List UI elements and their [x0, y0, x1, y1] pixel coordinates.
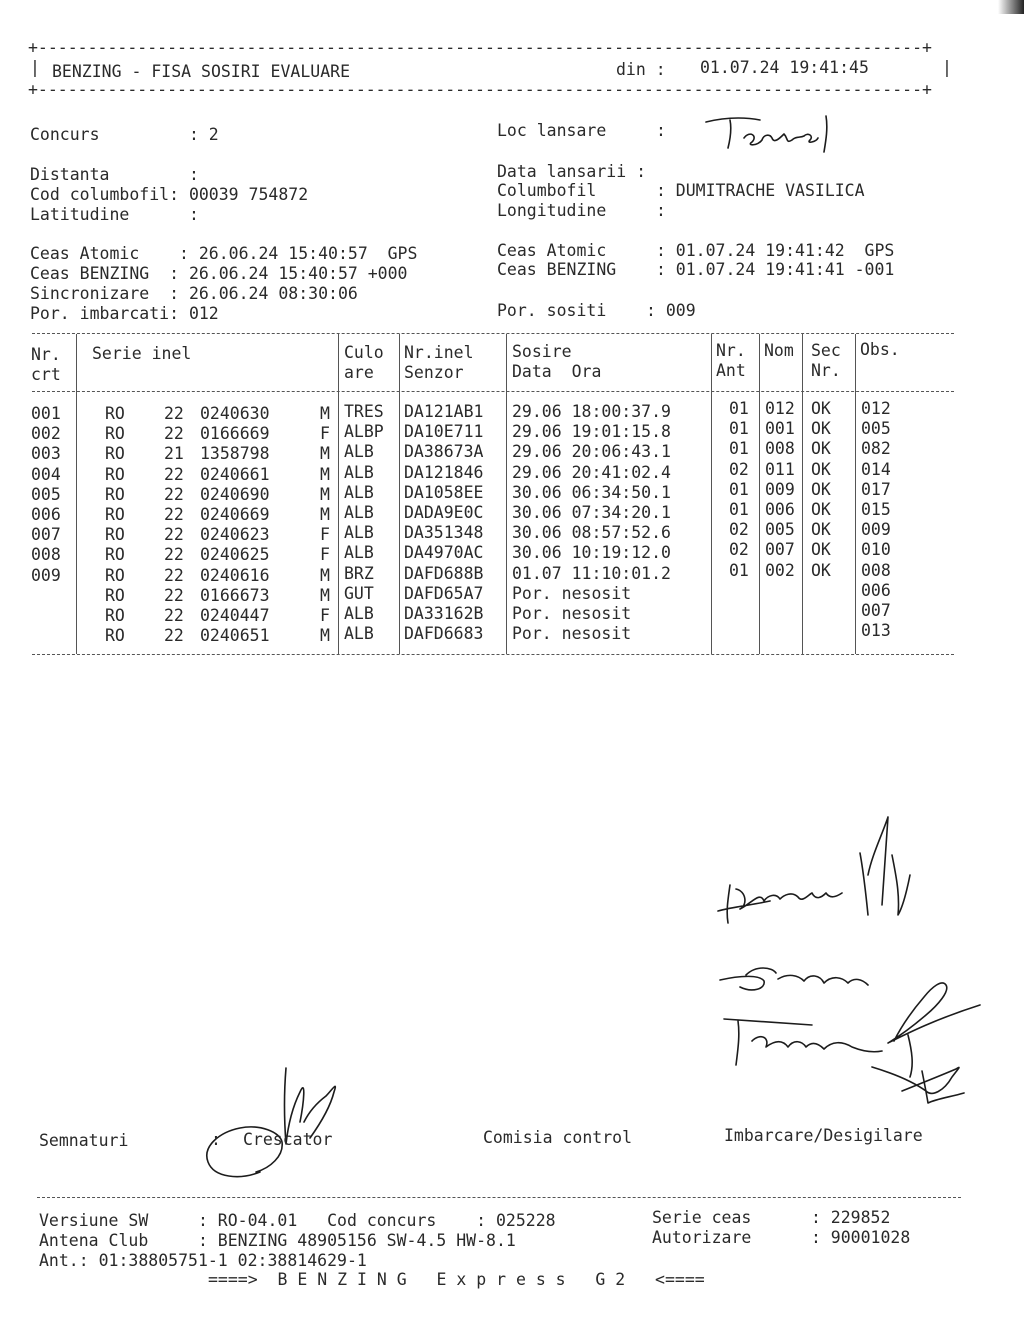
col-divider [399, 334, 400, 654]
row-sosire: Por. nesosit [512, 583, 632, 603]
imbarcare-desigilare-label: Imbarcare/Desigilare [724, 1126, 923, 1145]
benzing-express-brand: ====> B E N Z I N G E x p r e s s G 2 <==== [208, 1270, 705, 1289]
col-header-nom: Nom [764, 341, 794, 360]
row-sec: OK [811, 459, 831, 479]
row-senzor: DA4970AC [404, 543, 484, 563]
por-sositi-line: Por. sositi : 009 [497, 301, 696, 320]
row-nom: 006 [765, 500, 795, 519]
concurs-line: Concurs : 2 [30, 125, 219, 144]
row-ant: 01 [729, 500, 749, 519]
row-an: 22 [164, 505, 184, 524]
row-inel: 0240669 [200, 505, 270, 524]
col-header-sec-2: Nr. [811, 361, 841, 380]
row-ant: 01 [729, 560, 749, 580]
row-crt: 003 [31, 444, 61, 464]
semnaturi-label: Semnaturi [39, 1131, 129, 1150]
row-sex: M [320, 626, 330, 646]
row-sex: F [320, 424, 330, 444]
row-obs: 013 [861, 621, 891, 641]
serie-ceas-line: Serie ceas : 229852 [652, 1208, 891, 1227]
table-top-rule [32, 333, 954, 334]
row-sosire: 29.06 18:00:37.9 [512, 402, 671, 421]
row-sosire: 29.06 20:06:43.1 [512, 442, 671, 462]
row-culoare: ALB [344, 604, 374, 623]
row-sec: OK [811, 479, 831, 499]
row-nom: 005 [765, 520, 795, 540]
row-obs: 005 [861, 419, 891, 439]
row-obs: 017 [861, 479, 891, 499]
row-obs: 008 [861, 560, 891, 580]
ant-line: Ant.: 01:38805751-1 02:38814629-1 [39, 1251, 367, 1270]
row-tara: RO [105, 404, 125, 423]
row-sosire: Por. nesosit [512, 604, 632, 623]
comisia-control-label: Comisia control [483, 1128, 633, 1147]
table-bottom-rule [32, 654, 954, 655]
row-culoare: ALB [344, 523, 374, 543]
row-inel: 0166669 [200, 424, 270, 444]
autorizare-line: Autorizare : 90001028 [652, 1228, 911, 1247]
row-crt: 006 [31, 505, 61, 524]
row-crt: 002 [31, 424, 61, 444]
row-inel: 0240661 [200, 464, 270, 484]
col-header-ant-2: Ant [716, 361, 746, 380]
row-obs: 010 [861, 540, 891, 560]
row-senzor: DA33162B [404, 604, 484, 623]
row-sosire: 01.07 11:10:01.2 [512, 563, 671, 583]
commission-signatures [712, 815, 992, 1115]
row-ant: 01 [729, 439, 749, 459]
row-sec: OK [811, 520, 831, 540]
row-culoare: ALBP [344, 422, 384, 442]
row-an: 21 [164, 444, 184, 464]
col-divider [506, 334, 507, 654]
row-senzor: DA38673A [404, 442, 484, 462]
row-obs: 082 [861, 439, 891, 459]
versiune-line: Versiune SW : RO-04.01 Cod concurs : 025228 [39, 1211, 556, 1230]
columbofil-line: Columbofil : DUMITRACHE VASILICA [497, 181, 865, 200]
col-header-sec-1: Sec [811, 341, 841, 360]
row-nom: 011 [765, 459, 795, 479]
row-an: 22 [164, 606, 184, 625]
page-title: BENZING - FISA SOSIRI EVALUARE [52, 62, 351, 81]
row-sec: OK [811, 500, 831, 519]
row-ant: 01 [729, 479, 749, 499]
row-sec: OK [811, 399, 831, 418]
row-sex: M [320, 565, 330, 585]
row-obs: 009 [861, 520, 891, 540]
row-tara: RO [105, 525, 125, 545]
col-divider [802, 334, 803, 654]
col-header-ant-1: Nr. [716, 341, 746, 360]
row-nom: 008 [765, 439, 795, 459]
footer-rule [37, 1197, 961, 1198]
row-tara: RO [105, 444, 125, 464]
header-right-bar: | [942, 58, 952, 77]
row-nom: 001 [765, 419, 795, 439]
row-tara: RO [105, 545, 125, 565]
row-culoare: ALB [344, 482, 374, 502]
row-tara: RO [105, 565, 125, 585]
row-senzor: DAFD65A7 [404, 583, 484, 603]
data-lansarii-line: Data lansarii : [497, 162, 647, 181]
row-senzor: DA1058EE [404, 482, 484, 502]
ceas-benzing-end: Ceas BENZING : 01.07.24 19:41:41 -001 [497, 260, 895, 279]
crescator-signature [200, 1062, 350, 1187]
row-sex: M [320, 484, 330, 504]
scan-edge-shadow [998, 0, 1024, 14]
row-an: 22 [164, 545, 184, 565]
col-header-culoare-2: are [344, 363, 374, 382]
row-tara: RO [105, 484, 125, 504]
row-inel: 0240630 [200, 404, 270, 423]
row-ant: 02 [729, 459, 749, 479]
antena-club-line: Antena Club : BENZING 48905156 SW-4.5 HW-8.1 [39, 1231, 516, 1250]
col-header-sosire-2: Data Ora [512, 362, 602, 381]
row-culoare: TRES [344, 402, 384, 421]
row-an: 22 [164, 565, 184, 585]
row-sex: F [320, 525, 330, 545]
row-nom: 007 [765, 540, 795, 560]
row-inel: 1358798 [200, 444, 270, 464]
col-divider [76, 334, 77, 654]
row-sosire: 29.06 20:41:02.4 [512, 462, 671, 482]
row-crt: 001 [31, 404, 61, 423]
row-obs: 007 [861, 601, 891, 620]
row-sex: M [320, 585, 330, 605]
row-crt: 007 [31, 525, 61, 545]
row-an: 22 [164, 424, 184, 444]
col-header-nrinel-2: Senzor [404, 363, 464, 382]
col-header-nrinel-1: Nr.inel [404, 343, 474, 362]
row-sec: OK [811, 560, 831, 580]
row-sosire: 29.06 19:01:15.8 [512, 422, 671, 442]
row-ant: 02 [729, 540, 749, 560]
row-tara: RO [105, 626, 125, 646]
row-sex: M [320, 404, 330, 423]
row-an: 22 [164, 626, 184, 646]
ceas-atomic-end: Ceas Atomic : 01.07.24 19:41:42 GPS [497, 241, 895, 260]
row-crt: 005 [31, 484, 61, 504]
din-label: din : [616, 60, 666, 79]
col-divider [855, 334, 856, 654]
col-header-culoare-1: Culo [344, 343, 384, 362]
row-tara: RO [105, 585, 125, 605]
row-sosire: 30.06 07:34:20.1 [512, 503, 671, 522]
row-crt: 009 [31, 565, 61, 585]
row-inel: 0240625 [200, 545, 270, 565]
row-senzor: DAFD688B [404, 563, 484, 583]
col-header-obs: Obs. [860, 340, 900, 359]
row-inel: 0240447 [200, 606, 270, 625]
row-sosire: Por. nesosit [512, 624, 632, 644]
loc-lansare-line: Loc lansare : [497, 121, 666, 140]
distanta-line: Distanta : [30, 165, 199, 184]
sincronizare-line: Sincronizare : 26.06.24 08:30:06 [30, 284, 358, 303]
row-culoare: ALB [344, 503, 374, 522]
latitudine-line: Latitudine : [30, 205, 199, 224]
row-culoare: ALB [344, 543, 374, 563]
header-left-bar: | [30, 58, 40, 77]
row-sosire: 30.06 06:34:50.1 [512, 482, 671, 502]
semnaturi-colon: : [211, 1130, 221, 1149]
row-sec: OK [811, 419, 831, 439]
row-inel: 0166673 [200, 585, 270, 605]
row-culoare: BRZ [344, 563, 374, 583]
header-bottom-border: +-----------------------------------------------------------------------------------------+ [28, 80, 932, 99]
row-obs: 012 [861, 399, 891, 418]
row-culoare: GUT [344, 583, 374, 603]
col-header-sosire-1: Sosire [512, 342, 572, 361]
row-inel: 0240690 [200, 484, 270, 504]
cod-columbofil-line: Cod columbofil: 00039 754872 [30, 185, 309, 204]
col-header-serie: Serie inel [92, 344, 192, 363]
row-senzor: DA121846 [404, 462, 484, 482]
row-an: 22 [164, 525, 184, 545]
row-sex: M [320, 444, 330, 464]
row-senzor: DA121AB1 [404, 402, 484, 421]
row-senzor: DADA9E0C [404, 503, 484, 522]
longitudine-line: Longitudine : [497, 201, 666, 220]
header-top-border: +-----------------------------------------------------------------------------------------+ [28, 38, 932, 57]
row-nom: 012 [765, 399, 795, 418]
row-ant: 01 [729, 399, 749, 418]
row-tara: RO [105, 424, 125, 444]
row-sec: OK [811, 439, 831, 459]
row-nom: 009 [765, 479, 795, 499]
row-inel: 0240616 [200, 565, 270, 585]
row-crt: 008 [31, 545, 61, 565]
ceas-benzing-start: Ceas BENZING : 26.06.24 15:40:57 +000 [30, 264, 408, 283]
row-sex: M [320, 505, 330, 524]
row-ant: 01 [729, 419, 749, 439]
row-obs: 006 [861, 580, 891, 600]
row-culoare: ALB [344, 462, 374, 482]
row-culoare: ALB [344, 442, 374, 462]
row-obs: 014 [861, 459, 891, 479]
row-sex: M [320, 464, 330, 484]
row-senzor: DA10E711 [404, 422, 484, 442]
row-an: 22 [164, 484, 184, 504]
row-sex: F [320, 545, 330, 565]
row-sex: F [320, 606, 330, 625]
row-sosire: 30.06 08:57:52.6 [512, 523, 671, 543]
row-obs: 015 [861, 500, 891, 519]
col-divider [759, 334, 760, 654]
col-header-nr: Nr. [31, 345, 61, 364]
row-sosire: 30.06 10:19:12.0 [512, 543, 671, 563]
ceas-atomic-start: Ceas Atomic : 26.06.24 15:40:57 GPS [30, 244, 418, 263]
din-timestamp: 01.07.24 19:41:45 [700, 58, 869, 77]
row-senzor: DA351348 [404, 523, 484, 543]
row-an: 22 [164, 404, 184, 423]
row-inel: 0240623 [200, 525, 270, 545]
loc-lansare-handwriting [700, 108, 850, 156]
row-crt: 004 [31, 464, 61, 484]
row-senzor: DAFD6683 [404, 624, 484, 644]
row-nom: 002 [765, 560, 795, 580]
col-header-crt: crt [31, 365, 61, 384]
row-culoare: ALB [344, 624, 374, 644]
col-divider [711, 334, 712, 654]
row-tara: RO [105, 606, 125, 625]
row-an: 22 [164, 464, 184, 484]
row-an: 22 [164, 585, 184, 605]
table-header-rule [32, 391, 954, 392]
row-inel: 0240651 [200, 626, 270, 646]
col-divider [338, 334, 339, 654]
crescator-label: Crescator [243, 1130, 333, 1149]
row-tara: RO [105, 464, 125, 484]
row-tara: RO [105, 505, 125, 524]
row-ant: 02 [729, 520, 749, 540]
por-imbarcati-line: Por. imbarcati: 012 [30, 304, 219, 323]
row-sec: OK [811, 540, 831, 560]
